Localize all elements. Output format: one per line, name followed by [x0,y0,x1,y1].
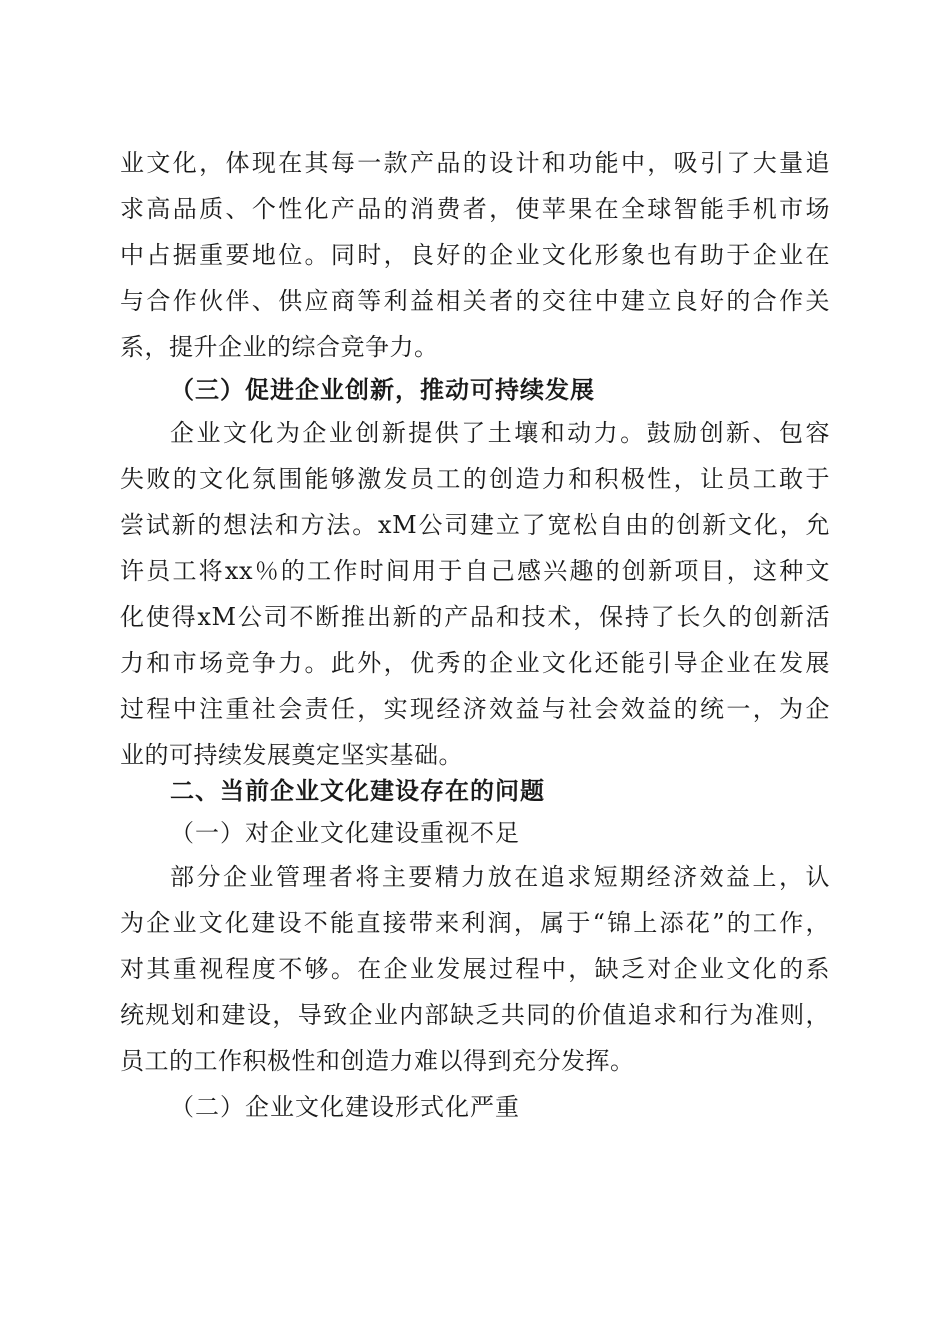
paragraph-line: 员工的工作积极性和创造力难以得到充分发挥。 [120,1047,635,1075]
paragraph-line: 企业文化为企业创新提供了土壤和动力。鼓励创新、包容 [170,419,830,447]
section-heading: （二）企业文化建设形式化严重 [170,1093,520,1121]
paragraph-line: 尝试新的想法和方法。xM公司建立了宽松自由的创新文化，允 [120,511,830,539]
paragraph-line: 失败的文化氛围能够激发员工的创造力和积极性，让员工敢于 [120,465,830,493]
paragraph-line: 部分企业管理者将主要精力放在追求短期经济效益上，认 [170,863,830,891]
paragraph-line: 求高品质、个性化产品的消费者，使苹果在全球智能手机市场 [120,195,830,223]
paragraph-line: 与合作伙伴、供应商等利益相关者的交往中建立良好的合作关 [120,287,830,315]
part-heading: 二、当前企业文化建设存在的问题 [170,777,545,805]
paragraph-line: 化使得xM公司不断推出新的产品和技术，保持了长久的创新活 [120,603,830,631]
paragraph-line: 系，提升企业的综合竞争力。 [120,333,439,361]
section-heading: （三）促进企业创新，推动可持续发展 [170,375,595,404]
paragraph-line: 对其重视程度不够。在企业发展过程中，缺乏对企业文化的系 [120,955,830,983]
paragraph-line: 业文化，体现在其每一款产品的设计和功能中，吸引了大量追 [120,149,830,177]
section-heading: （一）对企业文化建设重视不足 [170,819,520,847]
paragraph-line: 过程中注重社会责任，实现经济效益与社会效益的统一，为企 [120,695,830,723]
paragraph-line: 统规划和建设，导致企业内部缺乏共同的价值追求和行为准则， [120,1001,830,1029]
paragraph-line: 力和市场竞争力。此外，优秀的企业文化还能引导企业在发展 [120,649,830,677]
paragraph-line: 许员工将xx％的工作时间用于自己感兴趣的创新项目，这种文 [120,557,830,585]
paragraph-line: 为企业文化建设不能直接带来利润，属于“锦上添花”的工作， [120,909,830,937]
paragraph-line: 中占据重要地位。同时，良好的企业文化形象也有助于企业在 [120,241,830,269]
paragraph-line: 业的可持续发展奠定坚实基础。 [120,741,463,769]
